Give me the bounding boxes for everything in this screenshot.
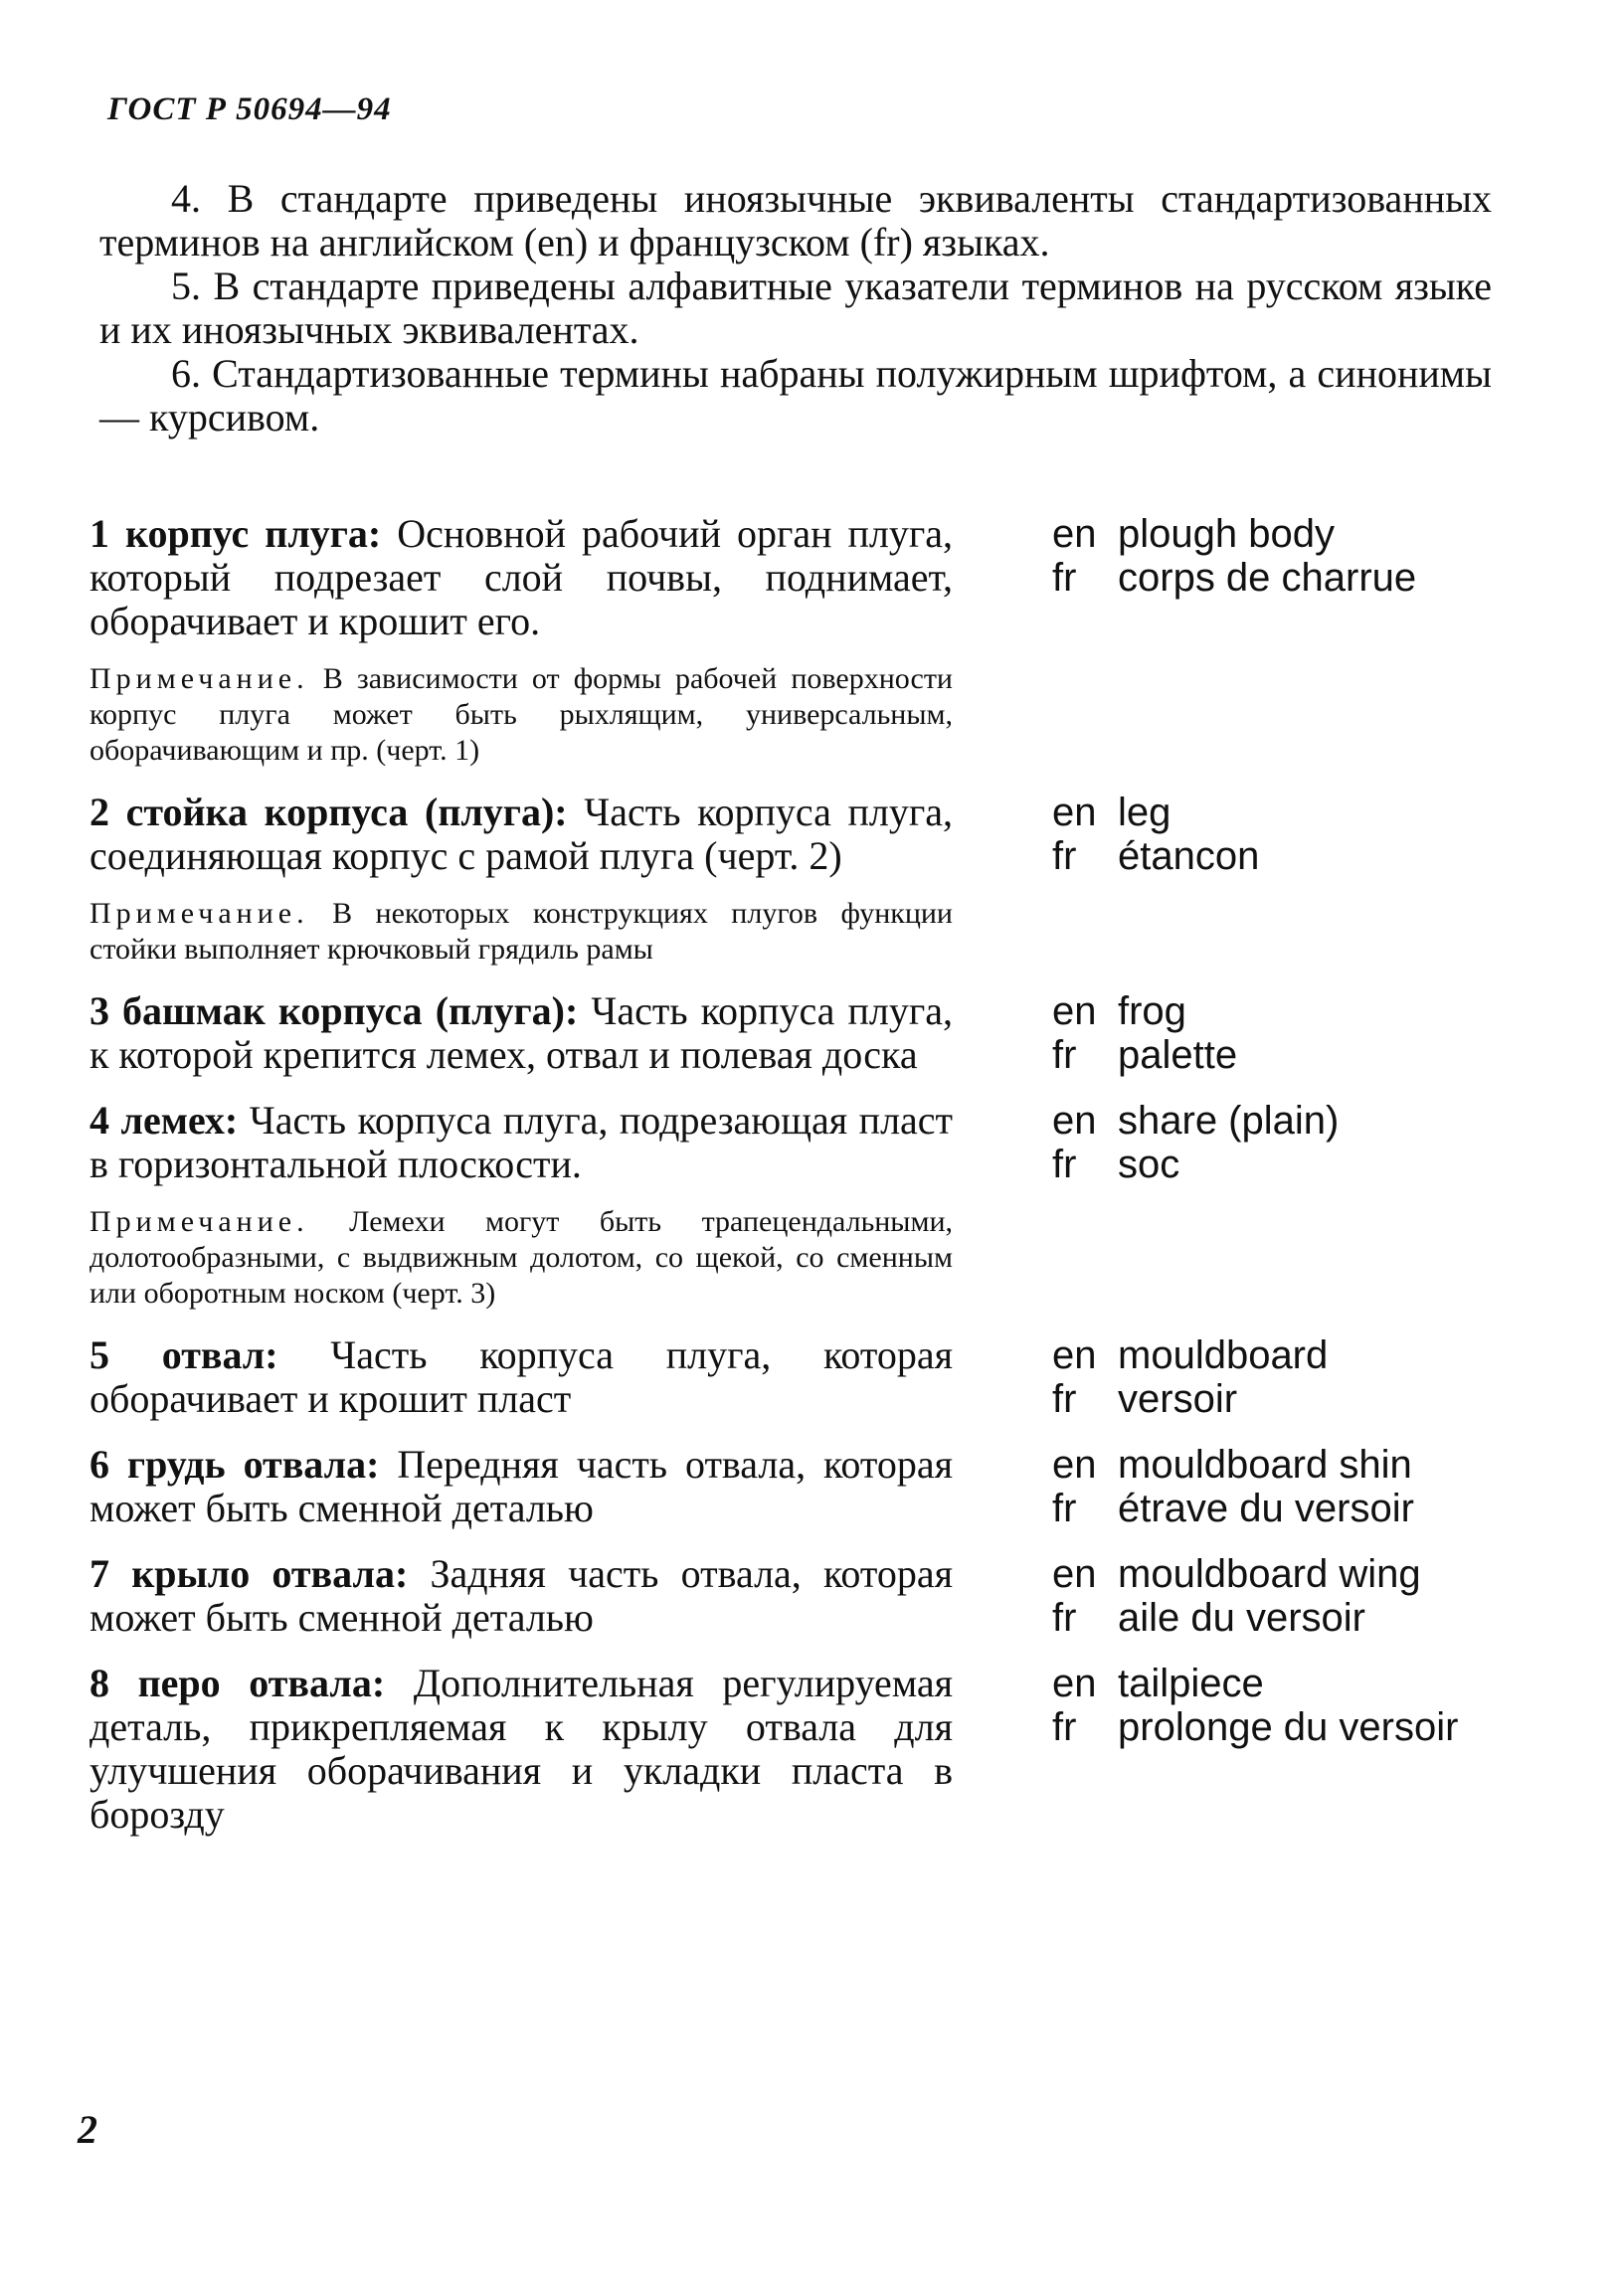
- equivalent-text: leg: [1118, 791, 1172, 834]
- intro-paragraph: 6. Стандартизованные термины набраны полужирным шрифтом, а синонимы — курсивом.: [99, 351, 1492, 440]
- term-main: [90, 791, 953, 968]
- term-name: 8 перо отвала:: [90, 1661, 386, 1705]
- equivalent-text: mouldboard: [1118, 1333, 1329, 1377]
- equivalent-text: aile du versoir: [1118, 1596, 1366, 1640]
- lang-code: en: [1052, 1099, 1097, 1143]
- equivalent-text: palette: [1118, 1033, 1238, 1077]
- term-main: [90, 1443, 953, 1530]
- equivalent-text: plough body: [1118, 512, 1335, 556]
- term-entry: [90, 1333, 1502, 1421]
- term-entry: [90, 791, 1502, 968]
- term-definition-block: [90, 1662, 953, 1837]
- term-note: [90, 896, 953, 968]
- term-equivalents: [1052, 1552, 1421, 1640]
- term-main: [90, 989, 953, 1077]
- equivalent-fr: [1052, 834, 1259, 878]
- equivalent-fr: [1052, 1705, 1458, 1749]
- equivalent-text: prolonge du versoir: [1118, 1705, 1459, 1749]
- term-equivalents: [1052, 1662, 1458, 1837]
- equivalent-text: étrave du versoir: [1118, 1487, 1414, 1530]
- lang-code: fr: [1052, 1143, 1077, 1186]
- term-definition-block: [90, 1552, 953, 1640]
- equivalent-fr: [1052, 1377, 1328, 1421]
- equivalent-en: [1052, 1099, 1339, 1143]
- intro-paragraph: 4. В стандарте приведены иноязычные эквиваленты стандартизованных терминов на английском (en) и французском (fr) языках.: [99, 176, 1492, 265]
- note-label: Примечание.: [90, 1205, 309, 1238]
- intro-paragraph: 5. В стандарте приведены алфавитные указатели терминов на русском языке и их иноязычных эквивалентах.: [99, 264, 1492, 352]
- lang-code: en: [1052, 1662, 1097, 1705]
- term-main: [90, 1333, 953, 1421]
- term-definition: Часть корпуса плуга, подрезающая пласт в горизонтальной плоскости.: [90, 1098, 954, 1186]
- lang-code: fr: [1052, 1487, 1077, 1530]
- term-definition: Передняя часть отвала, которая может быть сменной деталью: [90, 1442, 953, 1530]
- term-equivalents: [1052, 791, 1259, 968]
- term-definition: Часть корпуса плуга, соединяющая корпус с рамой плуга (черт. 2): [90, 790, 954, 878]
- term-entry: [90, 1662, 1502, 1837]
- term-main: [90, 1662, 953, 1837]
- term-entry: [90, 1552, 1502, 1640]
- equivalent-text: mouldboard wing: [1118, 1552, 1421, 1596]
- lang-code: en: [1052, 791, 1097, 834]
- term-name: 7 крыло отвала:: [90, 1551, 409, 1596]
- equivalent-en: [1052, 989, 1237, 1033]
- equivalent-fr: [1052, 1033, 1237, 1077]
- lang-code: en: [1052, 989, 1097, 1033]
- term-definition: Задняя часть отвала, которая может быть сменной деталью: [90, 1551, 953, 1640]
- term-main: [90, 512, 953, 769]
- equivalent-text: tailpiece: [1118, 1662, 1264, 1705]
- term-entry: [90, 989, 1502, 1077]
- equivalent-text: versoir: [1118, 1377, 1238, 1421]
- term-definition: Дополнительная регулируемая деталь, прикрепляемая к крылу отвала для улучшения оборачивания и укладки пласта в борозду: [90, 1661, 954, 1837]
- lang-code: fr: [1052, 1596, 1077, 1640]
- equivalent-text: frog: [1118, 989, 1186, 1033]
- equivalent-en: [1052, 512, 1416, 556]
- lang-code: en: [1052, 512, 1097, 556]
- equivalent-fr: [1052, 1143, 1339, 1186]
- term-equivalents: [1052, 989, 1237, 1077]
- note-text: Лемехи могут быть трапецендальными, долотообразными, с выдвижным долотом, со щекой, со сменным или оборотным носком (черт. 3): [90, 1205, 953, 1310]
- lang-code: fr: [1052, 834, 1077, 878]
- equivalent-fr: [1052, 1596, 1421, 1640]
- term-main: [90, 1099, 953, 1312]
- lang-code: fr: [1052, 1377, 1077, 1421]
- term-definition-block: [90, 1443, 953, 1530]
- term-definition-block: [90, 1333, 953, 1421]
- lang-code: en: [1052, 1552, 1097, 1596]
- term-equivalents: [1052, 1333, 1328, 1421]
- term-entry: [90, 512, 1502, 769]
- term-name: 4 лемех:: [90, 1098, 239, 1143]
- term-definition: Часть корпуса плуга, к которой крепится лемех, отвал и полевая доска: [90, 988, 954, 1077]
- lang-code: fr: [1052, 1705, 1077, 1749]
- lang-code: en: [1052, 1333, 1097, 1377]
- term-definition-block: [90, 512, 953, 643]
- term-note: [90, 661, 953, 769]
- term-name: 1 корпус плуга:: [90, 511, 382, 556]
- term-definition-block: [90, 989, 953, 1077]
- note-label: Примечание.: [90, 662, 309, 695]
- note-label: Примечание.: [90, 897, 309, 930]
- term-definition: Часть корпуса плуга, которая оборачивает и крошит пласт: [90, 1332, 954, 1421]
- equivalent-en: [1052, 1443, 1414, 1487]
- equivalent-text: share (plain): [1118, 1099, 1340, 1143]
- term-note: [90, 1204, 953, 1312]
- equivalent-text: corps de charrue: [1118, 556, 1417, 600]
- term-name: 5 отвал:: [90, 1332, 278, 1377]
- equivalent-en: [1052, 1333, 1328, 1377]
- equivalent-en: [1052, 1552, 1421, 1596]
- equivalent-fr: [1052, 1487, 1414, 1530]
- equivalent-text: mouldboard shin: [1118, 1443, 1412, 1487]
- term-name: 3 башмак корпуса (плуга):: [90, 988, 579, 1033]
- lang-code: fr: [1052, 556, 1077, 600]
- term-name: 6 грудь отвала:: [90, 1442, 380, 1487]
- term-definition: Основной рабочий орган плуга, который подрезает слой почвы, поднимает, оборачивает и крошит его.: [90, 511, 954, 643]
- equivalent-en: [1052, 1662, 1458, 1705]
- term-equivalents: [1052, 1099, 1339, 1312]
- lang-code: en: [1052, 1443, 1097, 1487]
- equivalent-text: soc: [1118, 1143, 1180, 1186]
- term-name: 2 стойка корпуса (плуга):: [90, 790, 568, 834]
- equivalent-en: [1052, 791, 1259, 834]
- page-number: 2: [78, 2107, 97, 2152]
- document-header: ГОСТ Р 50694—94: [107, 91, 392, 127]
- term-definition-block: [90, 1099, 953, 1186]
- term-equivalents: [1052, 1443, 1414, 1530]
- term-equivalents: [1052, 512, 1416, 769]
- term-entry: [90, 1443, 1502, 1530]
- equivalent-text: étancon: [1118, 834, 1260, 878]
- term-entry: [90, 1099, 1502, 1312]
- terms-list: [90, 512, 1502, 1858]
- equivalent-fr: [1052, 556, 1416, 600]
- intro-section: [99, 177, 1492, 440]
- note-text: В зависимости от формы рабочей поверхности корпус плуга может быть рыхлящим, универсальным, оборачивающим и пр. (черт. 1): [90, 662, 953, 767]
- term-main: [90, 1552, 953, 1640]
- note-text: В некоторых конструкциях плугов функции стойки выполняет крючковый грядиль рамы: [90, 897, 953, 966]
- lang-code: fr: [1052, 1033, 1077, 1077]
- term-definition-block: [90, 791, 953, 878]
